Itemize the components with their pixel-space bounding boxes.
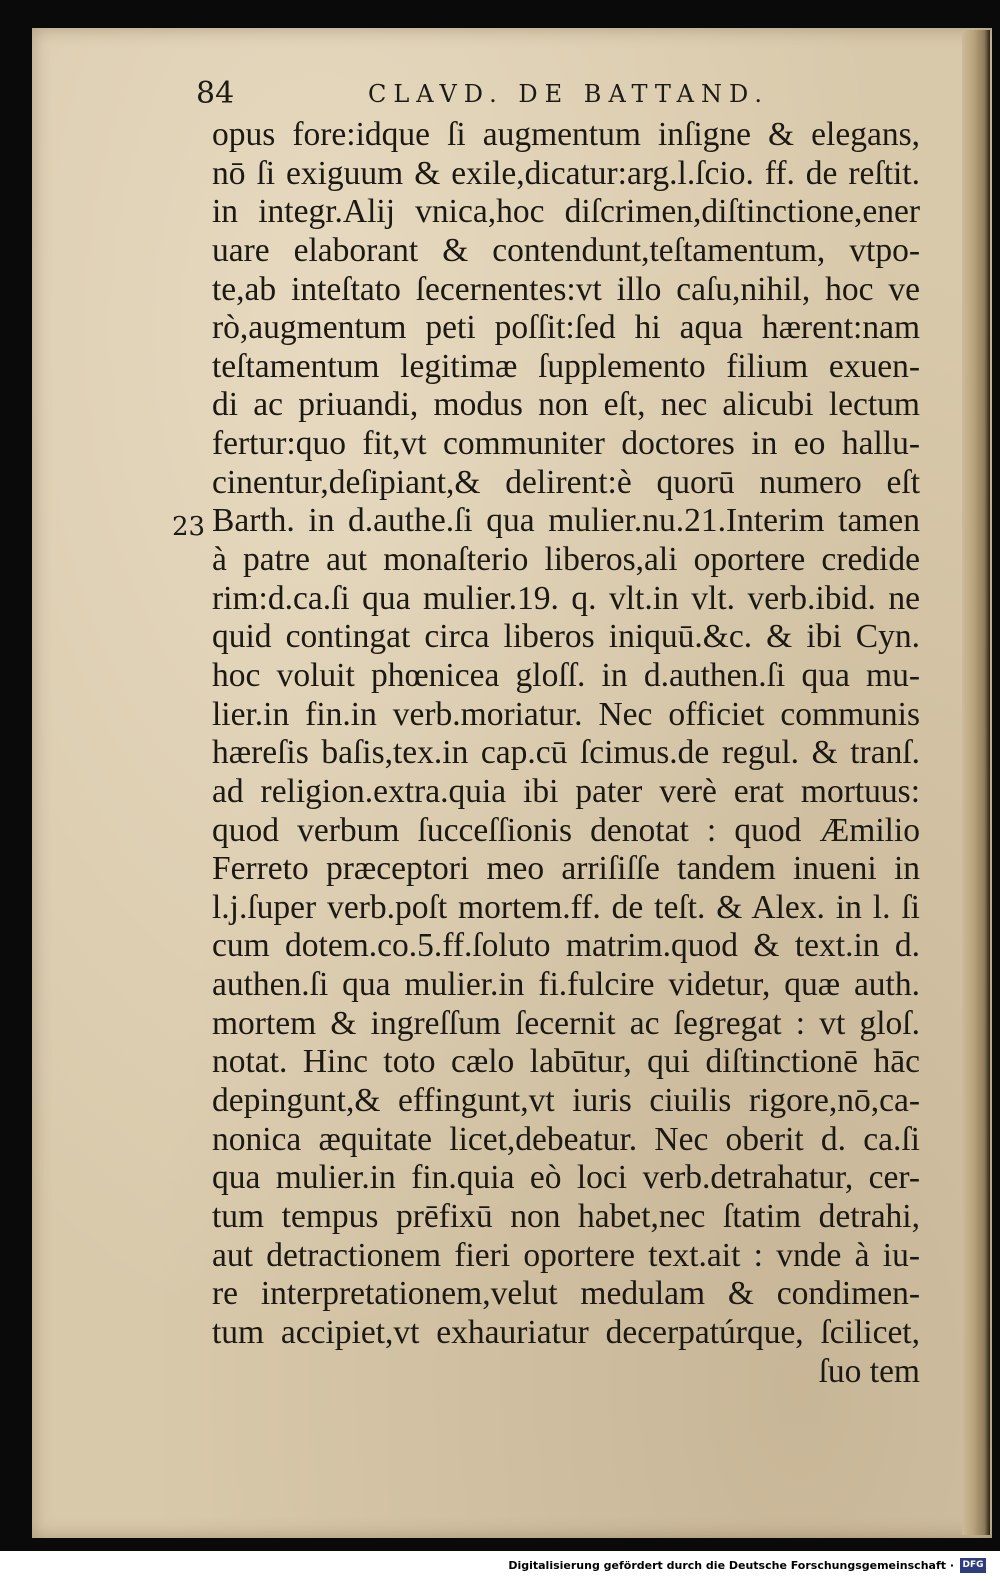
margin-note-number: 23 bbox=[172, 512, 206, 542]
text-line: notat. Hinc toto cælo labūtur, qui diſtinctionē hāc bbox=[212, 1043, 920, 1081]
page-number: 84 bbox=[196, 76, 235, 111]
page-edge bbox=[962, 30, 990, 1535]
text-line: depingunt,& effingunt,vt iuris ciuilis rigore,nō,ca- bbox=[212, 1082, 920, 1120]
text-line: l.j.ſuper verb.poſt mortem.ff. de teſt. & Alex. in l. ſi bbox=[212, 888, 920, 926]
text-line: à patre aut monaſterio liberos,ali oportere credide bbox=[212, 541, 920, 579]
text-line: tum accipiet,vt exhauriatur decerpatúrque, ſcilicet, bbox=[212, 1313, 920, 1351]
text-line: rò,augmentum peti poſſit:ſed hi aqua hærent:nam bbox=[212, 309, 920, 347]
text-line: opus fore:idque ſi augmentum inſigne & elegans, bbox=[212, 116, 920, 153]
text-line: teſtamentum legitimæ ſupplemento filium exuen- bbox=[212, 347, 920, 385]
text-line: di ac priuandi, modus non eſt, nec alicubi lectum bbox=[212, 386, 920, 424]
text-line: Barth. in d.authe.ſi qua mulier.nu.21.Interim tamen bbox=[212, 502, 920, 540]
text-line: te,ab inteſtato ſecernentes:vt illo caſu,nihil, hoc ve bbox=[212, 270, 920, 308]
text-line: in integr.Alij vnica,hoc diſcrimen,diſtinctione,ener bbox=[212, 193, 920, 231]
footer-bar bbox=[0, 1551, 1000, 1582]
text-line: ſuo tem bbox=[818, 1352, 920, 1390]
text-line: hoc voluit phœnicea gloſſ. in d.authen.ſi qua mu- bbox=[212, 656, 920, 694]
text-line: ad religion.extra.quia ibi pater verè erat mortuus: bbox=[212, 772, 920, 810]
text-line: nō ſi exiguum & exile,dicatur:arg.l.ſcio. ff. de reſtit. bbox=[212, 154, 920, 192]
body-text bbox=[212, 116, 920, 1391]
text-line: lier.in fin.in verb.moriatur. Nec officiet communis bbox=[212, 695, 920, 733]
text-line: tum tempus prēfixū non habet,nec ſtatim detrahi, bbox=[212, 1197, 920, 1235]
text-line: re interpretationem,velut medulam & condimen- bbox=[212, 1275, 920, 1313]
text-line: hæreſis baſis,tex.in cap.cū ſcimus.de regul. & tranſ. bbox=[212, 734, 920, 772]
text-line: quid contingat circa liberos iniquū.&c. & ibi Cyn. bbox=[212, 618, 920, 656]
text-line: Ferreto præceptori meo arriſiſſe tandem inueni in bbox=[212, 850, 920, 888]
text-line: rim:d.ca.ſi qua mulier.19. q. vlt.in vlt. verb.ibid. ne bbox=[212, 579, 920, 617]
text-line: aut detractionem fieri oportere text.ait : vnde à iu- bbox=[212, 1236, 920, 1274]
text-line: uare elaborant & contendunt,teſtamentum, vtpo- bbox=[212, 231, 920, 269]
funding-credit: Digitalisierung gefördert durch die Deutsche Forschungsgemeinschaft · bbox=[508, 1559, 954, 1572]
running-head: CLAVD. DE BATTAND. bbox=[368, 80, 769, 108]
text-line: cum dotem.co.5.ff.ſoluto matrim.quod & text.in d. bbox=[212, 927, 920, 965]
text-line: cinentur,deſipiant,& delirent:è quorū numero eſt bbox=[212, 463, 920, 501]
text-line: fertur:quo fit,vt communiter doctores in eo hallu- bbox=[212, 425, 920, 463]
text-line: mortem & ingreſſum ſecernit ac ſegregat : vt gloſ. bbox=[212, 1004, 920, 1042]
page-header bbox=[196, 76, 796, 116]
text-line: authen.ſi qua mulier.in fi.fulcire videtur, quæ auth. bbox=[212, 966, 920, 1004]
dfg-logo: DFG bbox=[960, 1558, 986, 1573]
text-line: qua mulier.in fin.quia eò loci verb.detrahatur, cer- bbox=[212, 1159, 920, 1197]
text-line: quod verbum ſucceſſionis denotat : quod Æmilio bbox=[212, 811, 920, 849]
text-line: nonica æquitate licet,debeatur. Nec oberit d. ca.ſi bbox=[212, 1120, 920, 1158]
